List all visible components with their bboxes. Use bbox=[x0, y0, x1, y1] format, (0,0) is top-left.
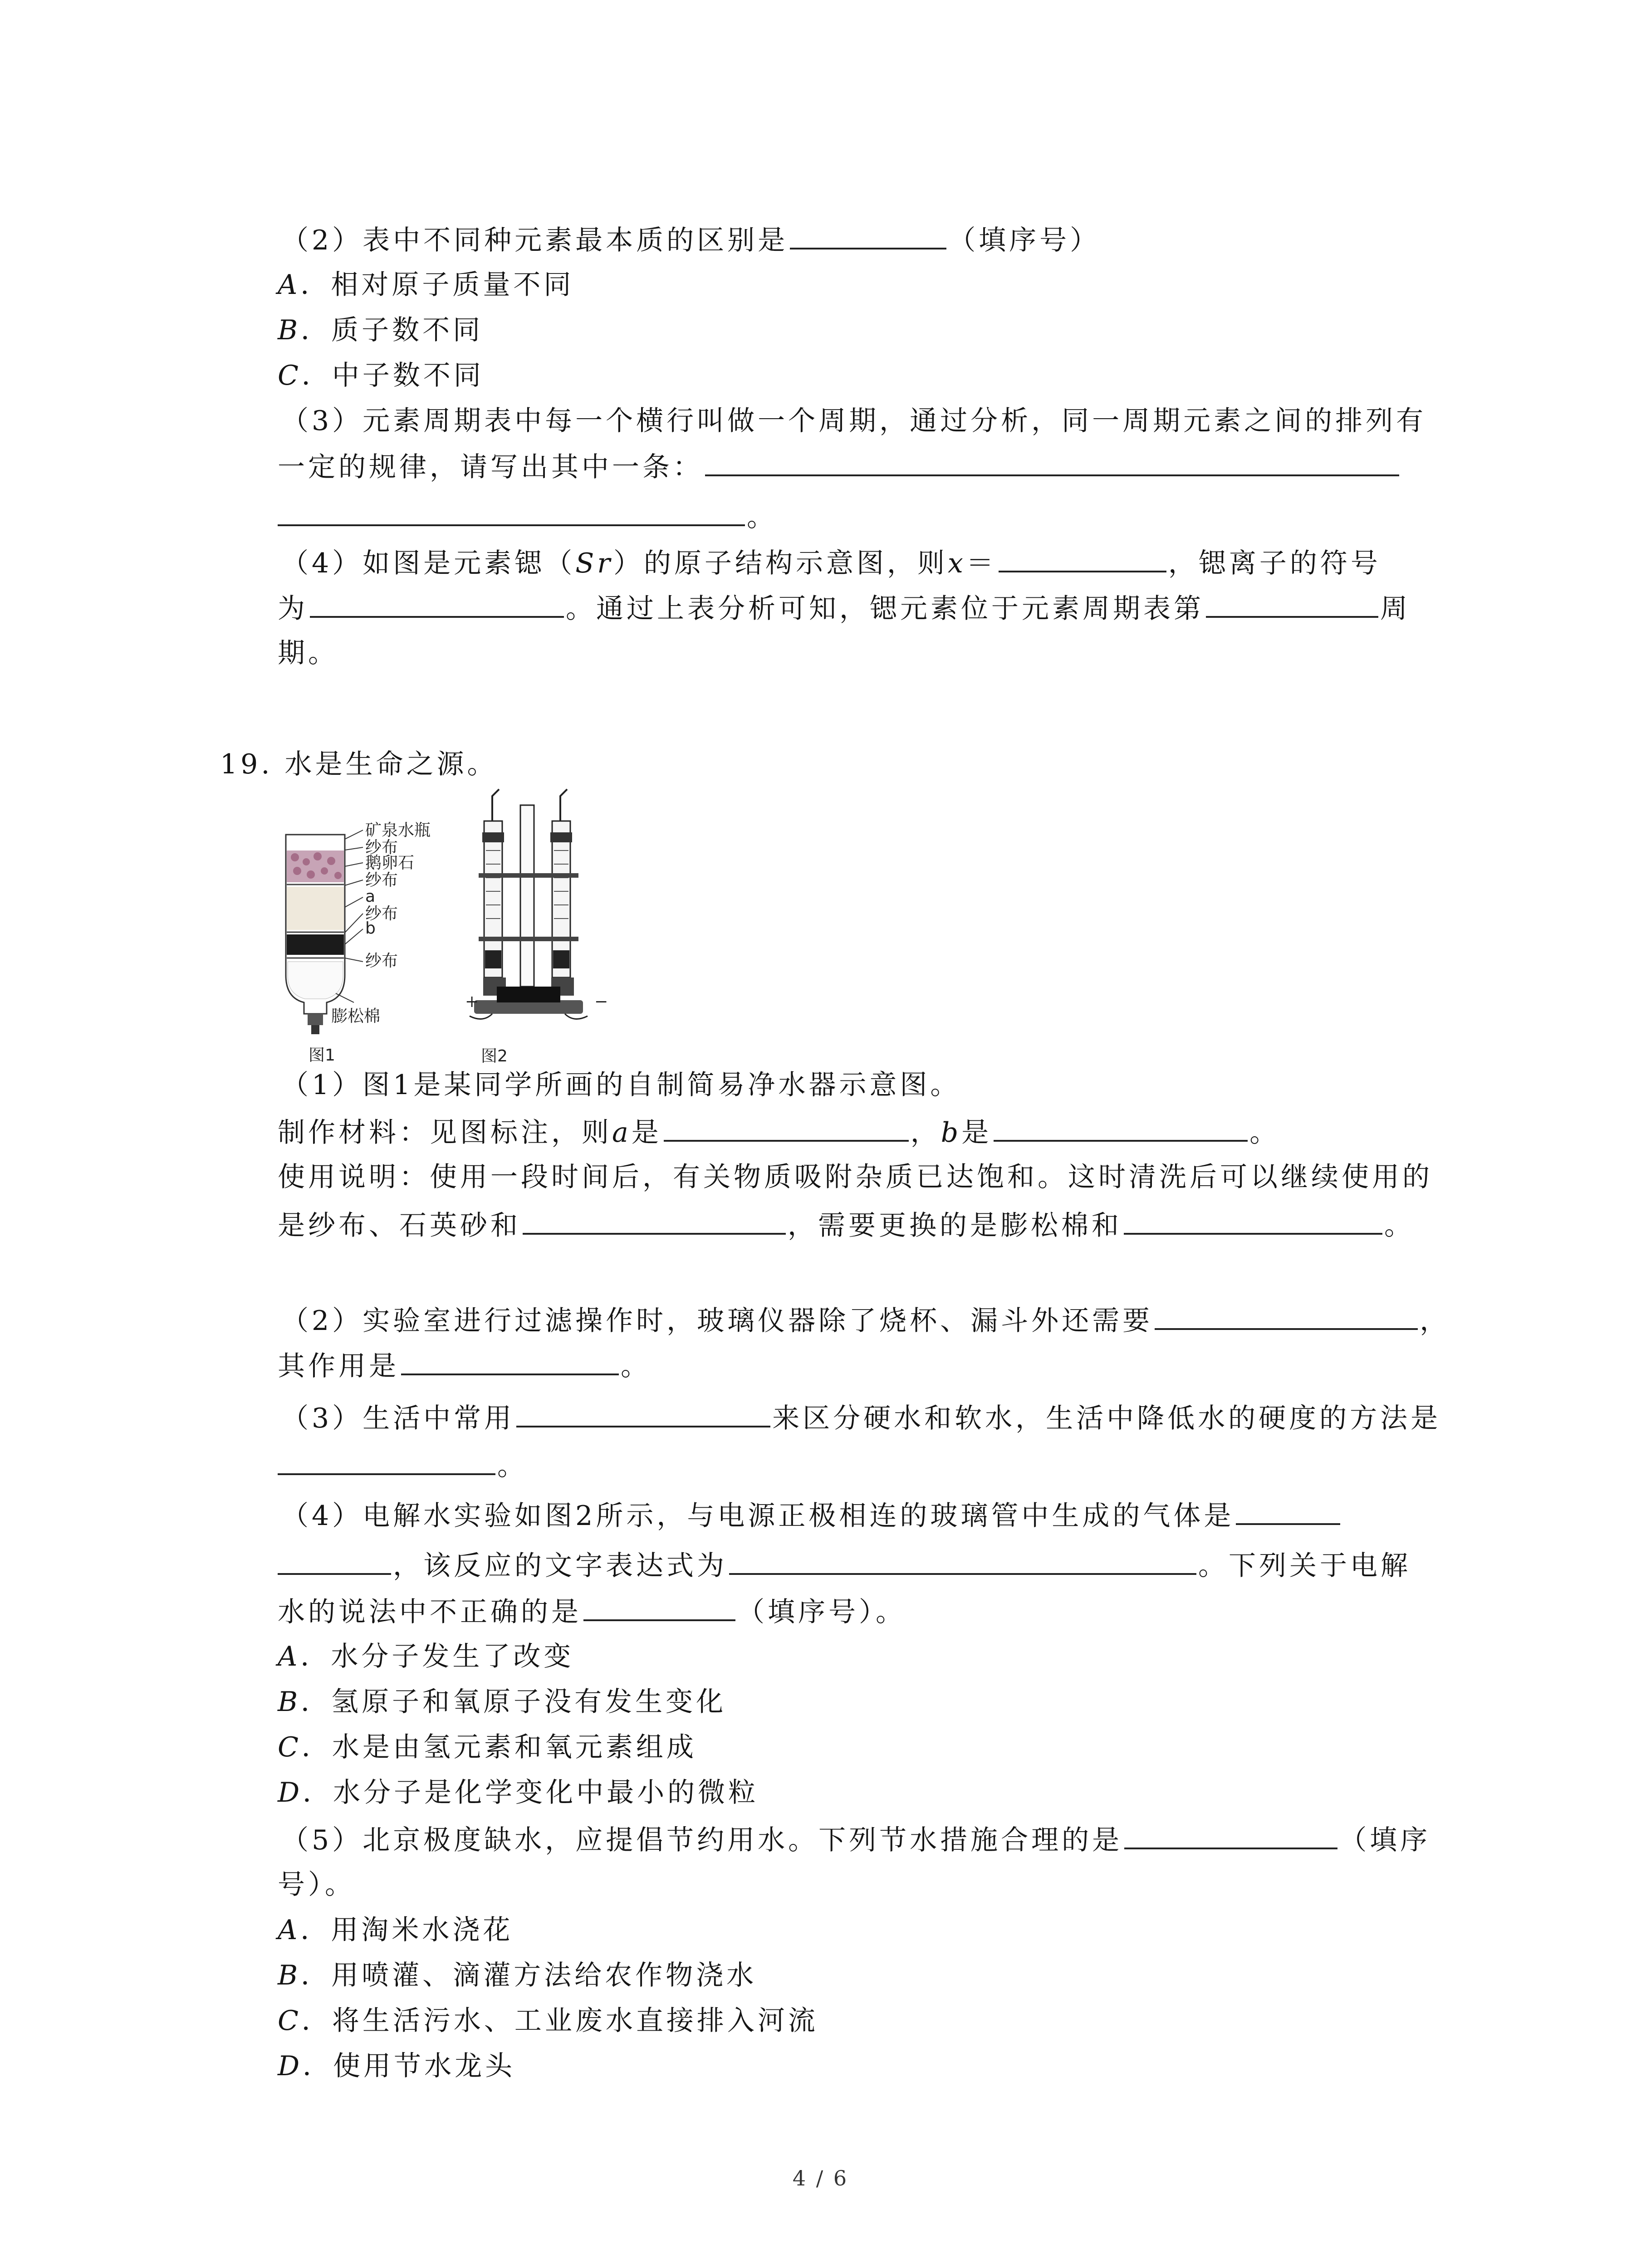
q19-part4-gas-blank-2[interactable] bbox=[278, 1547, 391, 1575]
label-gauze-3: 纱布 bbox=[365, 904, 398, 923]
q19-usage-text-a: 是纱布、石英砂和 bbox=[278, 1210, 521, 1242]
negative-terminal: − bbox=[594, 992, 608, 1011]
q19-usage-text-b: ，需要更换的是膨松棉和 bbox=[788, 1210, 1122, 1242]
q19-title-line bbox=[220, 746, 498, 782]
q19-part2-text-b: ， bbox=[1420, 1305, 1450, 1337]
q19-part1-usage-2 bbox=[278, 1207, 1415, 1244]
q19-part4-expression-blank[interactable] bbox=[729, 1547, 1196, 1575]
figure2-caption: 图2 bbox=[481, 1047, 508, 1064]
label-gauze-4: 纱布 bbox=[365, 952, 398, 970]
q19-b-blank[interactable] bbox=[994, 1114, 1248, 1142]
option-letter: B bbox=[278, 314, 301, 346]
q19-part3-line2 bbox=[278, 1447, 528, 1484]
q19-part4-line2 bbox=[278, 1547, 1411, 1584]
label-b: b bbox=[365, 919, 376, 938]
q18-part4-line1 bbox=[281, 544, 1381, 582]
q18-part2-option-b bbox=[278, 312, 483, 348]
q19-part4-text-a: （4）电解水实验如图2所示，与电源正极相连的玻璃管中生成的气体是 bbox=[281, 1500, 1234, 1532]
q19-part2-instrument-blank[interactable] bbox=[1155, 1302, 1418, 1330]
q18-part3-answer-blank-1[interactable] bbox=[705, 448, 1399, 476]
page-number: 4 / 6 bbox=[792, 2166, 849, 2190]
q18-part4-text-e: 为 bbox=[278, 593, 308, 625]
option-letter: C bbox=[278, 360, 302, 391]
option-letter: C bbox=[278, 1731, 302, 1763]
q19-part2-line1 bbox=[281, 1302, 1450, 1339]
option-letter: A bbox=[278, 1641, 301, 1672]
q18-part4-x-blank[interactable] bbox=[999, 544, 1166, 572]
option-text: ．水是由氢元素和氧元素组成 bbox=[301, 1731, 697, 1763]
q18-part3-prompt: 一定的规律，请写出其中一条： bbox=[278, 451, 703, 483]
option-letter: D bbox=[278, 2050, 303, 2082]
option-letter: B bbox=[278, 1960, 301, 1991]
q19-part4-line3 bbox=[278, 1593, 906, 1630]
q18-part2-answer-blank[interactable] bbox=[790, 221, 946, 249]
q19-part4-choice-blank[interactable] bbox=[583, 1593, 735, 1621]
option-letter: D bbox=[278, 1777, 303, 1809]
label-gauze-2: 纱布 bbox=[365, 871, 398, 890]
q18-part4-text-c: ＝ bbox=[966, 547, 997, 579]
label-cotton: 膨松棉 bbox=[331, 1007, 381, 1026]
q18-part2-option-c bbox=[278, 357, 484, 394]
option-text: ．水分子发生了改变 bbox=[300, 1641, 574, 1672]
q19-part2-text-d: 。 bbox=[621, 1350, 651, 1382]
q19-materials-text-b: 是 bbox=[631, 1117, 662, 1149]
option-text: ．中子数不同 bbox=[301, 360, 484, 391]
q18-part4-ion-blank[interactable] bbox=[310, 590, 564, 618]
water-filter-figure bbox=[272, 812, 463, 1066]
q19-part5-text-b: （填序 bbox=[1339, 1824, 1431, 1856]
q19-part1-usage-1: 使用说明：使用一段时间后，有关物质吸附杂质已达饱和。这时清洗后可以继续使用的 bbox=[278, 1161, 1433, 1193]
q18-part3-line1: （3）元素周期表中每一个横行叫做一个周期，通过分析，同一周期元素之间的排列有 bbox=[281, 405, 1427, 437]
q19-part2-text-a: （2）实验室进行过滤操作时，玻璃仪器除了烧杯、漏斗外还需要 bbox=[281, 1305, 1153, 1337]
option-letter: A bbox=[278, 1914, 301, 1946]
q19-materials-text-d: 是 bbox=[961, 1117, 992, 1149]
q19-part2-line2 bbox=[278, 1347, 651, 1384]
q19-a-blank[interactable] bbox=[664, 1114, 909, 1142]
sand-layer bbox=[287, 887, 344, 930]
q18-part4-text-f: 。通过上表分析可知，锶元素位于元素周期表第 bbox=[566, 593, 1204, 625]
option-text: ．氢原子和氧原子没有发生变化 bbox=[301, 1686, 727, 1718]
option-text: ．用喷灌、滴灌方法给农作物浇水 bbox=[301, 1960, 757, 1991]
option-text: ．质子数不同 bbox=[301, 314, 484, 346]
q18-part4-symbol: Sr bbox=[575, 547, 613, 579]
carbon-layer bbox=[287, 934, 344, 955]
option-letter: A bbox=[278, 269, 301, 301]
q19-part4-line1 bbox=[281, 1497, 1342, 1534]
q19-part1-line: （1）图1是某同学所画的自制简易净水器示意图。 bbox=[281, 1069, 961, 1101]
question-title: 水是生命之源。 bbox=[284, 748, 498, 780]
q18-part3-line2 bbox=[278, 448, 1401, 485]
option-text: ．水分子是化学变化中最小的微粒 bbox=[303, 1777, 759, 1809]
q18-part2-line bbox=[281, 221, 1100, 259]
q19-part4-text-b: ，该反应的文字表达式为 bbox=[393, 1550, 727, 1582]
cotton-layer bbox=[288, 962, 343, 999]
q19-part5-line1 bbox=[281, 1821, 1430, 1858]
q19-part2-text-c: 其作用是 bbox=[278, 1350, 399, 1382]
q18-part4-line2 bbox=[278, 590, 1411, 627]
q19-part2-function-blank[interactable] bbox=[401, 1347, 619, 1375]
q19-part4-text-d: 水的说法中不正确的是 bbox=[278, 1596, 582, 1628]
q18-part3-end: 。 bbox=[747, 501, 777, 533]
q19-var-a: a bbox=[612, 1117, 632, 1149]
q19-part4-option-c bbox=[278, 1729, 697, 1765]
option-text: ．将生活污水、工业废水直接排入河流 bbox=[301, 2005, 818, 2037]
q19-part5-option-a bbox=[278, 1912, 513, 1948]
label-bottle: 矿泉水瓶 bbox=[365, 821, 431, 840]
q19-var-b: b bbox=[941, 1117, 962, 1149]
q18-part4-text-b: ）的原子结构示意图，则 bbox=[613, 547, 948, 579]
q18-part4-line3: 期。 bbox=[278, 637, 338, 669]
electrolysis-figure bbox=[465, 787, 615, 1064]
question-number: 19. bbox=[220, 748, 273, 780]
q19-usage-text-c: 。 bbox=[1384, 1210, 1415, 1242]
q18-part4-text-a: （4）如图是元素锶（ bbox=[281, 547, 576, 579]
q19-materials-text-c: ， bbox=[910, 1117, 941, 1149]
q19-part5-choice-blank[interactable] bbox=[1124, 1821, 1337, 1849]
q18-part4-variable: x bbox=[947, 547, 966, 579]
label-gauze-1: 纱布 bbox=[365, 838, 398, 857]
q19-part4-option-d bbox=[278, 1774, 759, 1811]
q19-part3-line1 bbox=[281, 1399, 1441, 1437]
q18-part2-option-a bbox=[278, 267, 574, 303]
option-text: ．相对原子质量不同 bbox=[300, 269, 574, 301]
q18-part4-text-d: ，锶离子的符号 bbox=[1168, 547, 1381, 579]
q18-part4-text-g: 周 bbox=[1380, 593, 1411, 625]
q19-part4-option-b bbox=[278, 1684, 726, 1720]
q19-part3-text-b: 来区分硬水和软水，生活中降低水的硬度的方法是 bbox=[772, 1403, 1441, 1434]
option-letter: C bbox=[278, 2005, 302, 2037]
q19-part5-option-d bbox=[278, 2048, 515, 2084]
q19-replace-blank[interactable] bbox=[1124, 1207, 1382, 1235]
q18-part2-suffix: （填序号） bbox=[948, 225, 1101, 256]
label-a: a bbox=[365, 887, 376, 906]
q19-part3-distinguish-blank[interactable] bbox=[516, 1399, 770, 1427]
q19-part5-option-b bbox=[278, 1957, 757, 1994]
q19-part4-gas-blank-1[interactable] bbox=[1236, 1497, 1340, 1525]
q18-part3-line3 bbox=[278, 498, 777, 535]
q18-part4-period-blank[interactable] bbox=[1206, 590, 1378, 618]
q19-part4-option-a bbox=[278, 1638, 574, 1675]
q19-part4-text-e: （填序号）。 bbox=[737, 1596, 906, 1628]
positive-terminal: + bbox=[465, 992, 479, 1011]
q19-reuse-blank[interactable] bbox=[523, 1207, 786, 1235]
q18-part2-prefix: （2）表中不同种元素最本质的区别是 bbox=[281, 225, 789, 256]
q19-materials-text-a: 制作材料：见图标注，则 bbox=[278, 1117, 612, 1149]
option-text: ．用淘米水浇花 bbox=[300, 1914, 514, 1946]
q19-part4-text-c: 。下列关于电解 bbox=[1198, 1550, 1411, 1582]
q19-part3-method-blank[interactable] bbox=[278, 1447, 495, 1475]
q19-part3-text-c: 。 bbox=[497, 1450, 528, 1482]
q19-part5-line2: 号）。 bbox=[278, 1869, 355, 1901]
q19-part5-option-c bbox=[278, 2003, 818, 2039]
q19-part3-text-a: （3）生活中常用 bbox=[281, 1403, 515, 1434]
q19-part5-text-a: （5）北京极度缺水，应提倡节约用水。下列节水措施合理的是 bbox=[281, 1824, 1123, 1856]
label-pebbles: 鹅卵石 bbox=[365, 854, 415, 872]
q18-part3-answer-blank-2[interactable] bbox=[278, 498, 745, 526]
center-tube bbox=[520, 805, 534, 987]
q19-materials-text-e: 。 bbox=[1249, 1117, 1280, 1149]
option-text: ．使用节水龙头 bbox=[303, 2050, 516, 2082]
figure1-caption: 图1 bbox=[309, 1046, 335, 1065]
q19-part1-materials bbox=[278, 1114, 1280, 1151]
option-letter: B bbox=[278, 1686, 301, 1718]
